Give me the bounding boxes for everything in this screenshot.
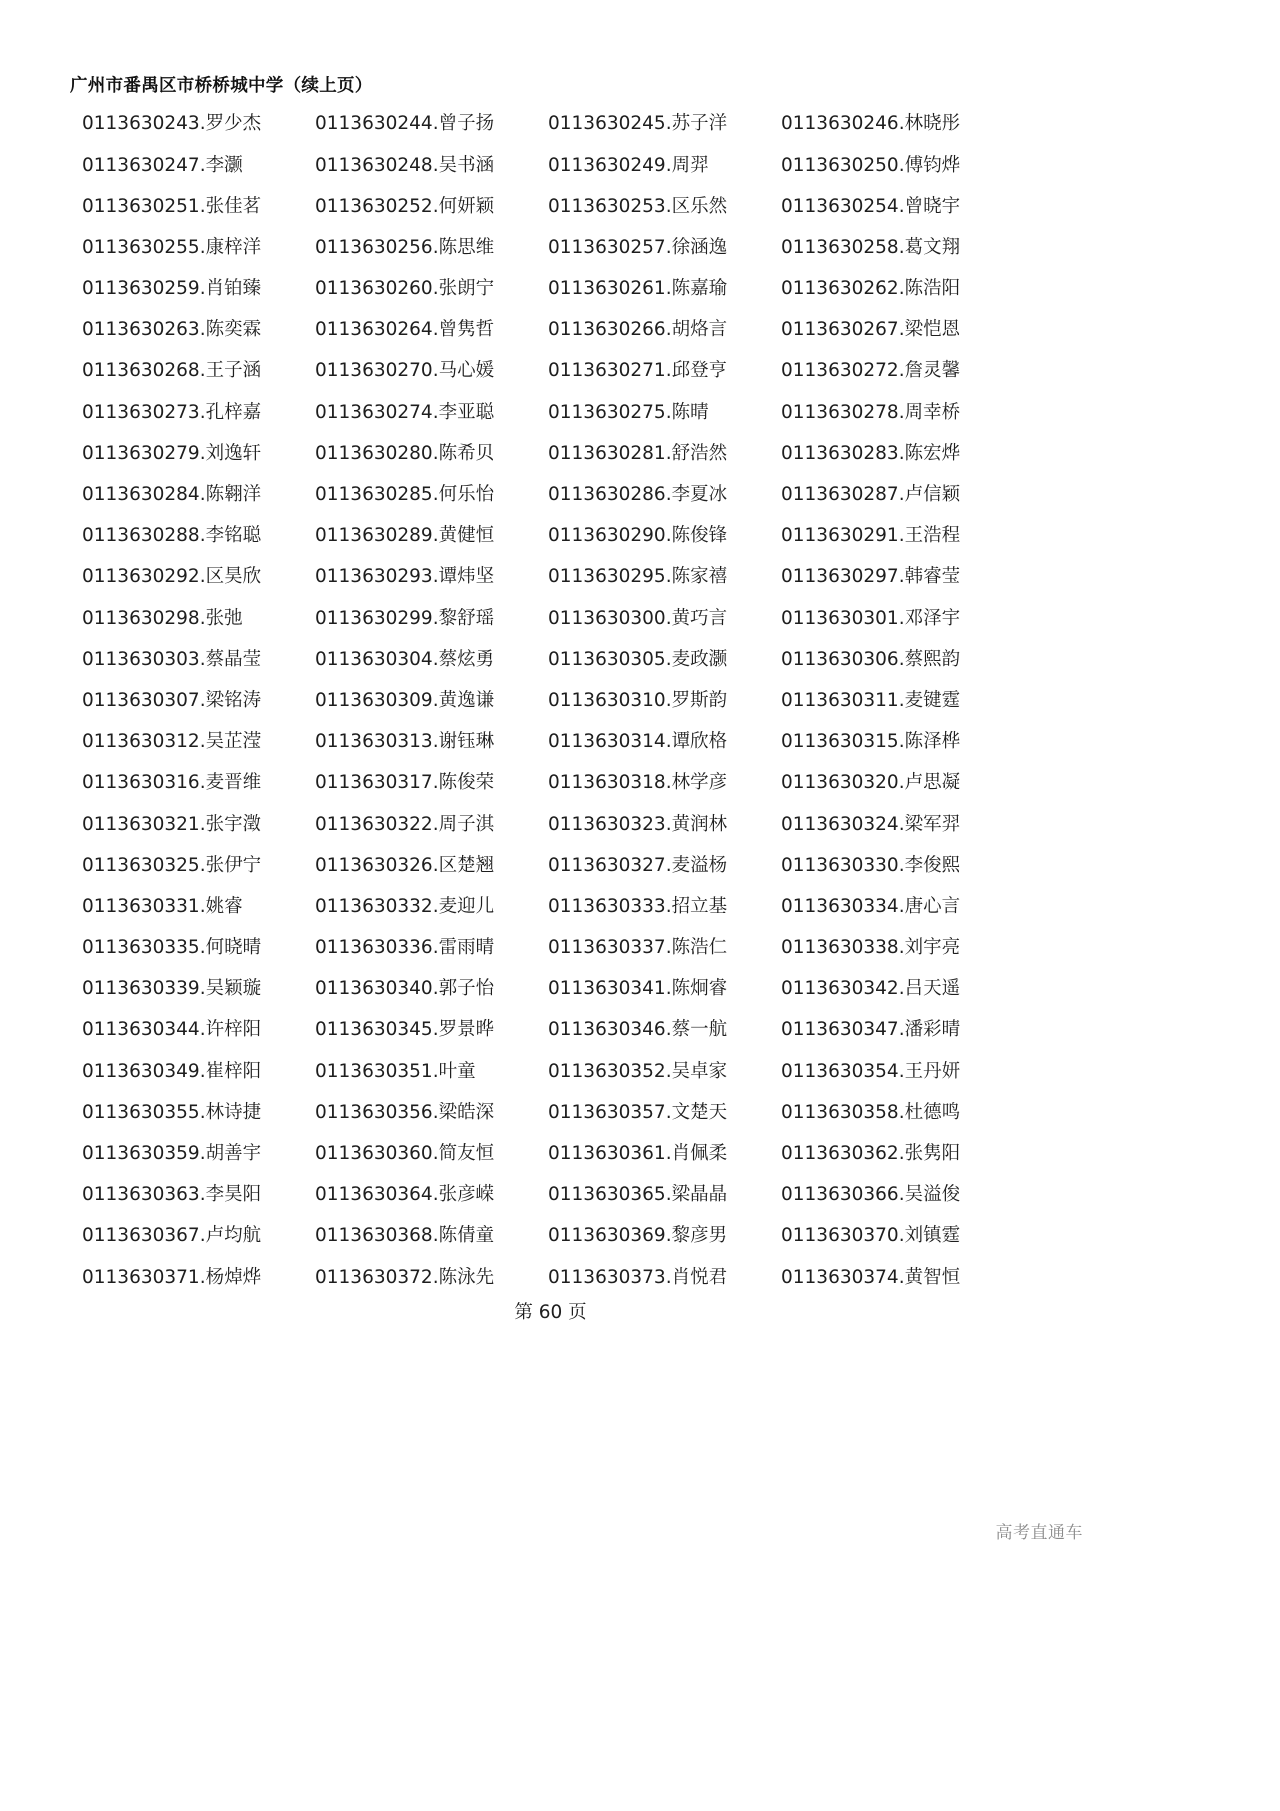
student-entry: 0113630313.谢钰琳	[315, 731, 495, 753]
student-entry: 0113630321.张宇澂	[82, 813, 262, 835]
student-entry: 0113630272.詹灵馨	[781, 360, 961, 382]
student-entry: 0113630342.吕天遥	[781, 978, 961, 1000]
student-entry: 0113630357.文楚天	[548, 1101, 728, 1123]
student-entry: 0113630374.黄智恒	[781, 1266, 961, 1288]
student-entry: 0113630369.黎彦男	[548, 1225, 728, 1247]
student-entry: 0113630261.陈嘉瑜	[548, 278, 728, 300]
student-entry: 0113630347.潘彩晴	[781, 1019, 961, 1041]
student-entry: 0113630267.梁恺恩	[781, 319, 961, 341]
student-entry: 0113630288.李铭聪	[82, 525, 262, 547]
student-entry: 0113630364.张彦嵘	[315, 1184, 495, 1206]
student-entry: 0113630306.蔡熙韵	[781, 648, 961, 670]
student-entry: 0113630264.曾隽哲	[315, 319, 495, 341]
student-entry: 0113630334.唐心言	[781, 895, 961, 917]
student-entry: 0113630247.李灏	[82, 154, 243, 176]
student-entry: 0113630278.周幸桥	[781, 401, 961, 423]
student-entry: 0113630316.麦晋维	[82, 772, 262, 794]
student-entry: 0113630323.黄润林	[548, 813, 728, 835]
student-entry: 0113630284.陈翱洋	[82, 484, 262, 506]
student-entry: 0113630363.李昊阳	[82, 1184, 262, 1206]
school-header: 广州市番禺区市桥桥城中学（续上页）	[70, 76, 373, 96]
student-entry: 0113630280.陈希贝	[315, 442, 495, 464]
student-entry: 0113630299.黎舒瑶	[315, 607, 495, 629]
student-entry: 0113630274.李亚聪	[315, 401, 495, 423]
student-entry: 0113630300.黄巧言	[548, 607, 728, 629]
student-list	[82, 104, 1042, 1298]
student-entry: 0113630307.梁铭涛	[82, 689, 262, 711]
student-entry: 0113630356.梁皓深	[315, 1101, 495, 1123]
watermark-text: 高考直通车	[995, 1523, 1083, 1543]
student-entry: 0113630287.卢信颖	[781, 484, 961, 506]
student-entry: 0113630318.林学彦	[548, 772, 728, 794]
student-entry: 0113630285.何乐怡	[315, 484, 495, 506]
student-entry: 0113630281.舒浩然	[548, 442, 728, 464]
student-entry: 0113630309.黄逸谦	[315, 689, 495, 711]
student-entry: 0113630326.区楚翘	[315, 854, 495, 876]
student-entry: 0113630351.叶童	[315, 1060, 476, 1082]
student-entry: 0113630253.区乐然	[548, 195, 728, 217]
student-entry: 0113630291.王浩程	[781, 525, 961, 547]
student-entry: 0113630322.周子淇	[315, 813, 495, 835]
student-entry: 0113630365.梁晶晶	[548, 1184, 728, 1206]
student-entry: 0113630273.孔梓嘉	[82, 401, 262, 423]
student-entry: 0113630338.刘宇亮	[781, 937, 961, 959]
student-entry: 0113630290.陈俊锋	[548, 525, 728, 547]
student-entry: 0113630330.李俊熙	[781, 854, 961, 876]
student-entry: 0113630372.陈泳先	[315, 1266, 495, 1288]
student-entry: 0113630260.张朗宁	[315, 278, 495, 300]
student-entry: 0113630320.卢思凝	[781, 772, 961, 794]
student-entry: 0113630301.邓泽宇	[781, 607, 961, 629]
student-entry: 0113630361.肖佩柔	[548, 1143, 728, 1165]
student-entry: 0113630359.胡善宇	[82, 1143, 262, 1165]
student-entry: 0113630262.陈浩阳	[781, 278, 961, 300]
student-entry: 0113630293.谭炜坚	[315, 566, 495, 588]
student-entry: 0113630283.陈宏烨	[781, 442, 961, 464]
student-entry: 0113630339.吴颖璇	[82, 978, 262, 1000]
student-entry: 0113630333.招立基	[548, 895, 728, 917]
student-entry: 0113630354.王丹妍	[781, 1060, 961, 1082]
student-entry: 0113630249.周羿	[548, 154, 709, 176]
student-entry: 0113630255.康梓洋	[82, 236, 262, 258]
student-entry: 0113630271.邱登亨	[548, 360, 728, 382]
page-number: 第 60 页	[514, 1302, 587, 1323]
student-entry: 0113630251.张佳茗	[82, 195, 262, 217]
student-entry: 0113630256.陈思维	[315, 236, 495, 258]
student-entry: 0113630244.曾子扬	[315, 113, 495, 135]
student-entry: 0113630305.麦政灏	[548, 648, 728, 670]
student-entry: 0113630279.刘逸轩	[82, 442, 262, 464]
student-entry: 0113630257.徐涵逸	[548, 236, 728, 258]
student-entry: 0113630289.黄健恒	[315, 525, 495, 547]
student-entry: 0113630315.陈泽桦	[781, 731, 961, 753]
student-entry: 0113630349.崔梓阳	[82, 1060, 262, 1082]
student-entry: 0113630310.罗斯韵	[548, 689, 728, 711]
student-entry: 0113630297.韩睿莹	[781, 566, 961, 588]
student-entry: 0113630368.陈倩童	[315, 1225, 495, 1247]
student-entry: 0113630295.陈家禧	[548, 566, 728, 588]
student-entry: 0113630360.简友恒	[315, 1143, 495, 1165]
student-entry: 0113630275.陈晴	[548, 401, 709, 423]
student-entry: 0113630258.葛文翔	[781, 236, 961, 258]
student-entry: 0113630266.胡烙言	[548, 319, 728, 341]
student-entry: 0113630327.麦溢杨	[548, 854, 728, 876]
student-entry: 0113630345.罗景晔	[315, 1019, 495, 1041]
student-entry: 0113630340.郭子怡	[315, 978, 495, 1000]
student-entry: 0113630331.姚睿	[82, 895, 243, 917]
student-entry: 0113630292.区昊欣	[82, 566, 262, 588]
student-entry: 0113630298.张弛	[82, 607, 243, 629]
student-entry: 0113630370.刘镇霆	[781, 1225, 961, 1247]
student-entry: 0113630371.杨焯烨	[82, 1266, 262, 1288]
student-entry: 0113630346.蔡一航	[548, 1019, 728, 1041]
student-entry: 0113630341.陈炯睿	[548, 978, 728, 1000]
student-entry: 0113630355.林诗捷	[82, 1101, 262, 1123]
student-entry: 0113630336.雷雨晴	[315, 937, 495, 959]
student-entry: 0113630252.何妍颖	[315, 195, 495, 217]
student-entry: 0113630373.肖悦君	[548, 1266, 728, 1288]
student-entry: 0113630344.许梓阳	[82, 1019, 262, 1041]
student-entry: 0113630325.张伊宁	[82, 854, 262, 876]
student-entry: 0113630324.梁军羿	[781, 813, 961, 835]
student-entry: 0113630259.肖铂臻	[82, 278, 262, 300]
student-entry: 0113630312.吴芷滢	[82, 731, 262, 753]
student-entry: 0113630317.陈俊荣	[315, 772, 495, 794]
student-entry: 0113630286.李夏冰	[548, 484, 728, 506]
student-entry: 0113630246.林晓彤	[781, 113, 961, 135]
student-entry: 0113630263.陈奕霖	[82, 319, 262, 341]
student-entry: 0113630270.马心媛	[315, 360, 495, 382]
student-entry: 0113630268.王子涵	[82, 360, 262, 382]
student-entry: 0113630314.谭欣格	[548, 731, 728, 753]
student-entry: 0113630352.吴卓家	[548, 1060, 728, 1082]
student-entry: 0113630332.麦迎儿	[315, 895, 495, 917]
student-entry: 0113630362.张隽阳	[781, 1143, 961, 1165]
student-entry: 0113630303.蔡晶莹	[82, 648, 262, 670]
student-entry: 0113630335.何晓晴	[82, 937, 262, 959]
student-entry: 0113630366.吴溢俊	[781, 1184, 961, 1206]
student-entry: 0113630304.蔡炫勇	[315, 648, 495, 670]
student-entry: 0113630311.麦键霆	[781, 689, 961, 711]
student-entry: 0113630337.陈浩仁	[548, 937, 728, 959]
student-entry: 0113630245.苏子洋	[548, 113, 728, 135]
student-entry: 0113630254.曾晓宇	[781, 195, 961, 217]
student-entry: 0113630250.傅钧烨	[781, 154, 961, 176]
student-entry: 0113630367.卢均航	[82, 1225, 262, 1247]
student-entry: 0113630248.吴书涵	[315, 154, 495, 176]
student-entry: 0113630358.杜德鸣	[781, 1101, 961, 1123]
student-entry: 0113630243.罗少杰	[82, 113, 262, 135]
